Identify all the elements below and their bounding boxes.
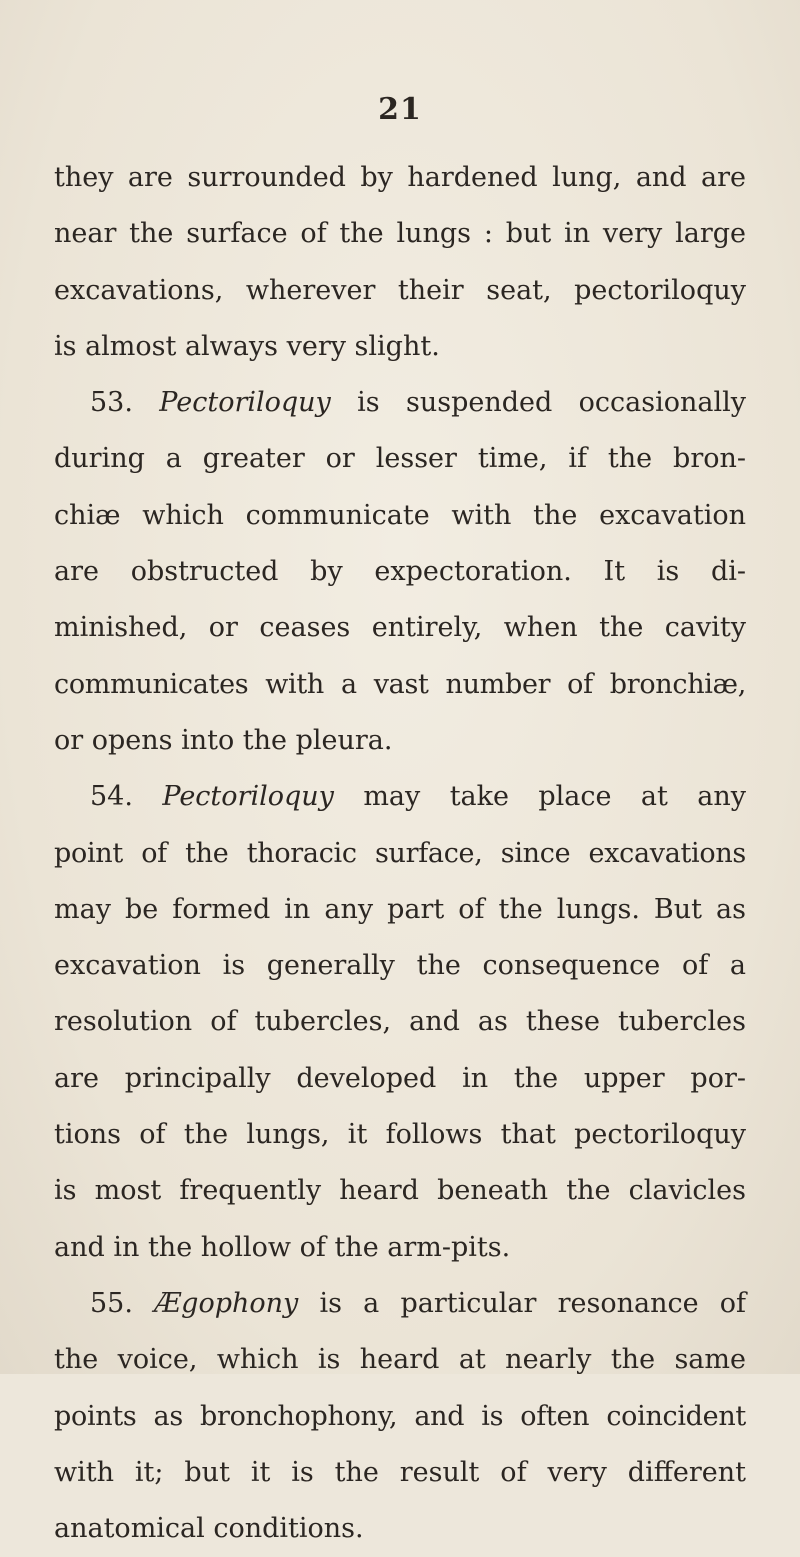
text-line: is almost always very slight. bbox=[54, 330, 440, 362]
text-line: the voice, which is heard at nearly the same bbox=[54, 1344, 746, 1376]
text-line: minished, or ceases entirely, when the cavity bbox=[54, 612, 746, 644]
text-line: point of the thoracic surface, since excavations bbox=[54, 837, 746, 869]
text-line: resolution of tubercles, and as these tubercles bbox=[54, 1006, 746, 1038]
section-number: 53. bbox=[90, 387, 133, 419]
text-line: communicates with a vast number of bronchiæ, bbox=[54, 668, 746, 700]
text-line: tions of the lungs, it follows that pectoriloquy bbox=[54, 1119, 746, 1151]
paragraph-54-start bbox=[54, 769, 746, 825]
term: Ægophony bbox=[154, 1287, 299, 1319]
page-number: 21 bbox=[378, 92, 422, 127]
term: Pectoriloquy bbox=[159, 387, 331, 419]
text-line: excavations, wherever their seat, pectoriloquy bbox=[54, 274, 746, 306]
term: Pectoriloquy bbox=[162, 781, 334, 813]
text-line: anatomical conditions. bbox=[54, 1513, 364, 1545]
text-line: chiæ which communicate with the excavation bbox=[54, 499, 746, 531]
body-text bbox=[54, 150, 746, 1557]
text-line: with it; but it is the result of very different bbox=[54, 1456, 746, 1488]
section-number: 55. bbox=[90, 1287, 133, 1319]
text-line: they are surrounded by hardened lung, and are bbox=[54, 162, 746, 193]
text-line: or opens into the pleura. bbox=[54, 724, 393, 756]
text-line: is most frequently heard beneath the clavicles bbox=[54, 1175, 746, 1207]
paragraph-53-start bbox=[54, 375, 746, 431]
text-line: near the surface of the lungs : but in very large bbox=[54, 218, 746, 250]
text-line: are principally developed in the upper por- bbox=[54, 1062, 746, 1094]
text-line: and in the hollow of the arm-pits. bbox=[54, 1231, 511, 1263]
paragraph-55-start bbox=[54, 1276, 746, 1332]
section-number: 54. bbox=[90, 781, 133, 813]
text-line: excavation is generally the consequence of a bbox=[54, 950, 746, 982]
text-fragment: is suspended occasionally bbox=[357, 387, 746, 419]
text-line: are obstructed by expectoration. It is di- bbox=[54, 556, 746, 588]
text-fragment: is a particular resonance of bbox=[319, 1287, 746, 1319]
text-line: points as bronchophony, and is often coincident bbox=[54, 1400, 746, 1432]
text-fragment: may take place at any bbox=[363, 781, 747, 813]
text-line: during a greater or lesser time, if the bron- bbox=[54, 443, 746, 475]
text-line: may be formed in any part of the lungs. But as bbox=[54, 893, 746, 925]
